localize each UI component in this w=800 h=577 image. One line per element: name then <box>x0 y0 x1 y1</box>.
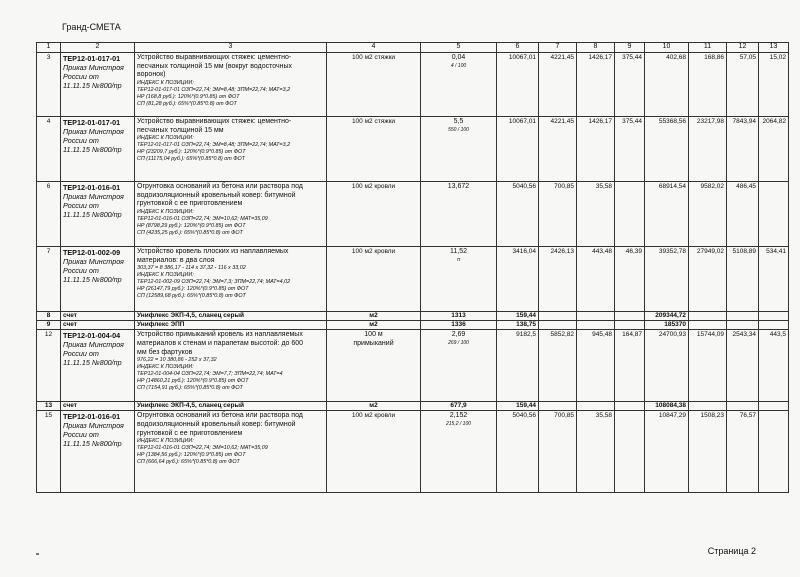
page-number: Страница 2 <box>707 546 756 556</box>
material-quantity: 677,9 <box>421 402 497 411</box>
material-name: Унифлекс ЭКП-4,5, сланец серый <box>135 311 327 320</box>
value-cell: 4221,45 <box>539 52 577 116</box>
index-line: ИНДЕКС К ПОЗИЦИИ: <box>137 364 194 371</box>
value-cell: 3416,04 <box>497 246 539 311</box>
quantity-formula: 215,2 / 100 <box>445 420 472 427</box>
quantity-cell <box>421 181 497 246</box>
table-row <box>37 181 789 246</box>
index-line: ИНДЕКС К ПОЗИЦИИ: <box>137 209 194 215</box>
quantity-value: 0,04 <box>451 53 466 61</box>
material-label: счет <box>61 402 135 411</box>
value-cell: 5108,89 <box>727 246 759 311</box>
order-line: Приказ Минстроя <box>63 126 124 136</box>
value-cell: 5040,56 <box>497 181 539 246</box>
description-line: Устройство кровель плоских из наплавляемых <box>137 247 289 255</box>
norm-code-cell <box>61 246 135 311</box>
material-price: 159,44 <box>497 402 539 411</box>
unit-line: примыканий <box>353 339 394 347</box>
value-cell: 375,44 <box>615 116 645 181</box>
index-line: НР (1384,56 руб.): 120%*(0.9*0.85) от ФОТ <box>137 452 246 459</box>
row-number: 4 <box>37 116 61 181</box>
description-line: материалов: в два слоя <box>137 256 215 264</box>
index-line: СП (7154,91 руб.): 65%*(0.85*0.8) от ФОТ <box>137 385 243 392</box>
description-line: грунтовкой с ее приготовлением <box>137 429 243 437</box>
value-cell: 15744,09 <box>689 330 727 402</box>
value-cell: 46,39 <box>615 246 645 311</box>
description-line: водоизоляционный кровельный ковер: битумной <box>137 420 296 428</box>
column-header: 13 <box>759 43 789 53</box>
row-number: 15 <box>37 411 61 493</box>
material-total: 209344,72 <box>645 311 689 320</box>
order-line: Приказ Минстроя <box>63 340 124 349</box>
index-line: 303,37 = 8 386,17 - 114 x 37,32 - 116 x 33,02 <box>137 265 246 272</box>
quantity-cell <box>421 411 497 493</box>
table-row <box>37 116 789 181</box>
quantity-value: 2,69 <box>451 331 466 338</box>
order-line: 11.11.15 №800/пр <box>63 274 122 284</box>
value-cell: 945,48 <box>577 330 615 402</box>
description-line: Устройство выравнивающих стяжек: цементно- <box>137 53 292 61</box>
value-cell: 24700,93 <box>645 330 689 402</box>
index-line: СП (11175,04 руб.): 65%*(0.85*0.8) от ФОТ <box>137 156 246 163</box>
index-line: НР (8798,29 руб.): 120%*(0.9*0.85) от ФОТ <box>137 223 246 230</box>
order-line: России от <box>63 265 99 275</box>
quantity-value: 5,5 <box>453 117 464 125</box>
material-quantity: 1336 <box>421 320 497 329</box>
quantity-value: 11,52 <box>450 247 467 255</box>
column-header: 5 <box>421 43 497 53</box>
column-header: 7 <box>539 43 577 53</box>
value-cell: 2426,13 <box>539 246 577 311</box>
work-description-cell <box>135 116 327 181</box>
value-cell: 10847,29 <box>645 411 689 493</box>
index-line: СП (81,28 руб.): 65%*(0.85*0.8) от ФОТ <box>137 101 237 108</box>
description-line: Устройство выравнивающих стяжек: цементно- <box>137 117 292 125</box>
norm-code: ТЕР12-01-016-01 <box>63 412 121 422</box>
order-line: России от <box>63 135 99 145</box>
column-header: 4 <box>327 43 421 53</box>
order-line: России от <box>63 200 99 210</box>
table-row <box>37 411 789 493</box>
value-cell: 402,68 <box>645 52 689 116</box>
quantity-formula: 269 / 100 <box>448 339 469 346</box>
material-price: 159,44 <box>497 311 539 320</box>
value-cell <box>759 411 789 493</box>
value-cell: 700,85 <box>539 411 577 493</box>
order-line: 11.11.15 №800/пр <box>63 80 122 90</box>
order-line: России от <box>63 349 99 358</box>
value-cell: 27949,02 <box>689 246 727 311</box>
quantity-cell <box>421 116 497 181</box>
order-line: Приказ Минстроя <box>63 62 124 72</box>
value-cell: 1426,17 <box>577 116 615 181</box>
unit-cell: 100 м2 кровли <box>327 181 421 246</box>
unit-cell: 100 м2 кровли <box>327 411 421 493</box>
quantity-cell <box>421 330 497 402</box>
material-label: счет <box>61 320 135 329</box>
unit-cell: 100 м2 кровли <box>327 246 421 311</box>
index-line: СП (4235,25 руб.): 65%*(0.85*0.8) от ФОТ <box>137 230 243 237</box>
value-cell: 443,5 <box>759 330 789 402</box>
index-line: НР (23209,7 руб.): 120%*(0.9*0.85) от ФОТ <box>137 149 246 156</box>
column-header: 1 <box>37 43 61 53</box>
work-description-cell <box>135 246 327 311</box>
material-unit: м2 <box>327 402 421 411</box>
material-total: 108084,38 <box>645 402 689 411</box>
value-cell <box>615 181 645 246</box>
table-row <box>37 330 789 402</box>
value-cell: 443,48 <box>577 246 615 311</box>
value-cell: 1426,17 <box>577 52 615 116</box>
index-line: СП (666,64 руб.): 65%*(0.85*0.8) от ФОТ <box>137 459 240 466</box>
index-line: 976,22 = 10 380,86 - 252 x 37,32 <box>137 357 217 364</box>
description-line: водоизоляционный кровельный ковер: битумной <box>137 191 296 199</box>
work-description-cell <box>135 181 327 246</box>
value-cell: 10067,01 <box>497 52 539 116</box>
description-line: материалов к стенам и парапетам высотой: до 600 <box>137 339 304 347</box>
index-line: НР (168,8 руб.): 120%*(0.9*0.85) от ФОТ <box>137 94 240 101</box>
index-line: ИНДЕКС К ПОЗИЦИИ: <box>137 80 194 86</box>
table-row <box>37 246 789 311</box>
value-cell: 164,87 <box>615 330 645 402</box>
description-line: воронок) <box>137 71 166 79</box>
description-line: песчаных толщиной 15 мм (вокруг водосточных <box>137 62 293 70</box>
material-row <box>37 402 789 411</box>
document-title: Гранд-СМЕТА <box>62 22 121 32</box>
row-number: 12 <box>37 330 61 402</box>
column-header: 2 <box>61 43 135 53</box>
value-cell: 68914,54 <box>645 181 689 246</box>
value-cell: 9182,5 <box>497 330 539 402</box>
norm-code-cell <box>61 411 135 493</box>
order-line: 11.11.15 №800/пр <box>63 144 122 154</box>
value-cell: 5852,82 <box>539 330 577 402</box>
order-line: 11.11.15 №800/пр <box>63 439 122 449</box>
index-line: СП (12589,68 руб.): 65%*(0.85*0.8) от ФОТ <box>137 293 246 300</box>
value-cell: 2064,82 <box>759 116 789 181</box>
description-line: Устройство примыканий кровель из наплавляемых <box>137 331 303 338</box>
norm-code-cell <box>61 181 135 246</box>
index-line: НР (26147,79 руб.): 120%*(0.9*0.85) от ФОТ <box>137 286 249 293</box>
order-line: 11.11.15 №800/пр <box>63 209 122 219</box>
description-line: песчаных толщиной 15 мм <box>137 126 224 134</box>
index-line: ТЕР12-01-016-01 ОЗП=22,74; ЭМ=10,62; МАТ=35,09 <box>137 445 268 452</box>
row-number: 9 <box>37 320 61 329</box>
value-cell: 700,85 <box>539 181 577 246</box>
value-cell: 534,41 <box>759 246 789 311</box>
order-line: России от <box>63 71 99 81</box>
description-line: мм без фартуков <box>137 348 193 356</box>
order-line: 11.11.15 №800/пр <box>63 358 122 367</box>
table-row <box>37 52 789 116</box>
norm-code: ТЕР12-01-017-01 <box>63 117 121 127</box>
value-cell: 35,58 <box>577 181 615 246</box>
value-cell: 2543,34 <box>727 330 759 402</box>
description-line: грунтовкой с ее приготовлением <box>137 200 243 208</box>
column-header: 10 <box>645 43 689 53</box>
quantity-formula: π <box>456 256 461 263</box>
quantity-formula: 4 / 100 <box>450 62 467 69</box>
value-cell: 10067,01 <box>497 116 539 181</box>
value-cell: 375,44 <box>615 52 645 116</box>
material-total: 185370 <box>645 320 689 329</box>
norm-code-cell <box>61 116 135 181</box>
row-number: 8 <box>37 311 61 320</box>
unit-cell: 100 м2 стяжки <box>327 116 421 181</box>
norm-code: ТЕР12-01-017-01 <box>63 53 121 63</box>
index-line: ИНДЕКС К ПОЗИЦИИ: <box>137 438 194 445</box>
column-header: 3 <box>135 43 327 53</box>
value-cell: 23217,98 <box>689 116 727 181</box>
index-line: ИНДЕКС К ПОЗИЦИИ: <box>137 272 194 279</box>
value-cell: 35,58 <box>577 411 615 493</box>
value-cell: 76,57 <box>727 411 759 493</box>
estimate-table <box>36 42 789 493</box>
norm-code-cell <box>61 52 135 116</box>
row-number: 7 <box>37 246 61 311</box>
value-cell: 15,02 <box>759 52 789 116</box>
unit-cell: 100 м2 стяжки <box>327 52 421 116</box>
index-line: ТЕР12-01-017-01 ОЗП=22,74; ЭМ=8,48; ЗПМ=22,74; МАТ=3,2 <box>137 87 291 94</box>
norm-code: ТЕР12-01-004-04 <box>63 331 121 340</box>
value-cell: 7843,94 <box>727 116 759 181</box>
value-cell: 55368,56 <box>645 116 689 181</box>
value-cell: 4221,45 <box>539 116 577 181</box>
order-line: Приказ Минстроя <box>63 191 124 201</box>
value-cell <box>759 181 789 246</box>
column-header: 6 <box>497 43 539 53</box>
row-number: 13 <box>37 402 61 411</box>
material-quantity: 1313 <box>421 311 497 320</box>
column-header: 9 <box>615 43 645 53</box>
material-row <box>37 311 789 320</box>
norm-code-cell <box>61 330 135 402</box>
index-line: НР (14860,21 руб.): 120%*(0.9*0.85) от ФОТ <box>137 378 249 385</box>
order-line: Приказ Минстроя <box>63 256 124 266</box>
value-cell: 9582,02 <box>689 181 727 246</box>
value-cell <box>615 411 645 493</box>
quantity-cell <box>421 246 497 311</box>
material-unit: м2 <box>327 311 421 320</box>
value-cell: 39352,78 <box>645 246 689 311</box>
order-line: Приказ Минстроя <box>63 421 124 431</box>
value-cell: 486,45 <box>727 181 759 246</box>
scan-speck <box>36 553 39 555</box>
index-line: ТЕР12-01-002-09 ОЗП=22,74; ЭМ=7,3; ЗПМ=22,74; МАТ=4,02 <box>137 279 291 286</box>
quantity-cell <box>421 52 497 116</box>
index-line: ТЕР12-01-016-01 ОЗП=22,74; ЭМ=10,62; МАТ=35,09 <box>137 216 268 223</box>
column-header: 8 <box>577 43 615 53</box>
column-header: 11 <box>689 43 727 53</box>
quantity-value: 13,672 <box>447 182 470 190</box>
value-cell: 1508,23 <box>689 411 727 493</box>
unit-line: 100 м <box>364 331 383 338</box>
value-cell: 168,86 <box>689 52 727 116</box>
material-unit: м2 <box>327 320 421 329</box>
description-line: Огрунтовка оснований из бетона или раствора под <box>137 412 303 420</box>
order-line: России от <box>63 430 99 440</box>
value-cell: 5040,56 <box>497 411 539 493</box>
column-header: 12 <box>727 43 759 53</box>
index-line: ТЕР12-01-004-04 ОЗП=22,74; ЭМ=7,7; ЗПМ=22,74; МАТ=4 <box>137 371 283 378</box>
material-name: Унифлекс ЭКП-4,5, сланец серый <box>135 402 327 411</box>
index-line: ИНДЕКС К ПОЗИЦИИ: <box>137 135 194 142</box>
work-description-cell <box>135 411 327 493</box>
value-cell: 57,05 <box>727 52 759 116</box>
quantity-formula: 550 / 100 <box>448 126 469 133</box>
index-line: ТЕР12-01-017-01 ОЗП=22,74; ЭМ=8,48; ЗПМ=22,74; МАТ=3,2 <box>137 142 291 149</box>
row-number: 3 <box>37 52 61 116</box>
row-number: 6 <box>37 181 61 246</box>
norm-code: ТЕР12-01-002-09 <box>63 247 121 257</box>
quantity-value: 2,152 <box>449 412 468 420</box>
norm-code: ТЕР12-01-016-01 <box>63 182 121 192</box>
material-price: 138,75 <box>497 320 539 329</box>
material-row <box>37 320 789 329</box>
unit-cell <box>327 330 421 402</box>
material-name: Унифлекс ЭПП <box>135 320 327 329</box>
column-number-row <box>37 43 789 53</box>
material-label: счет <box>61 311 135 320</box>
work-description-cell <box>135 52 327 116</box>
work-description-cell <box>135 330 327 402</box>
description-line: Огрунтовка оснований из бетона или раствора под <box>137 182 303 190</box>
